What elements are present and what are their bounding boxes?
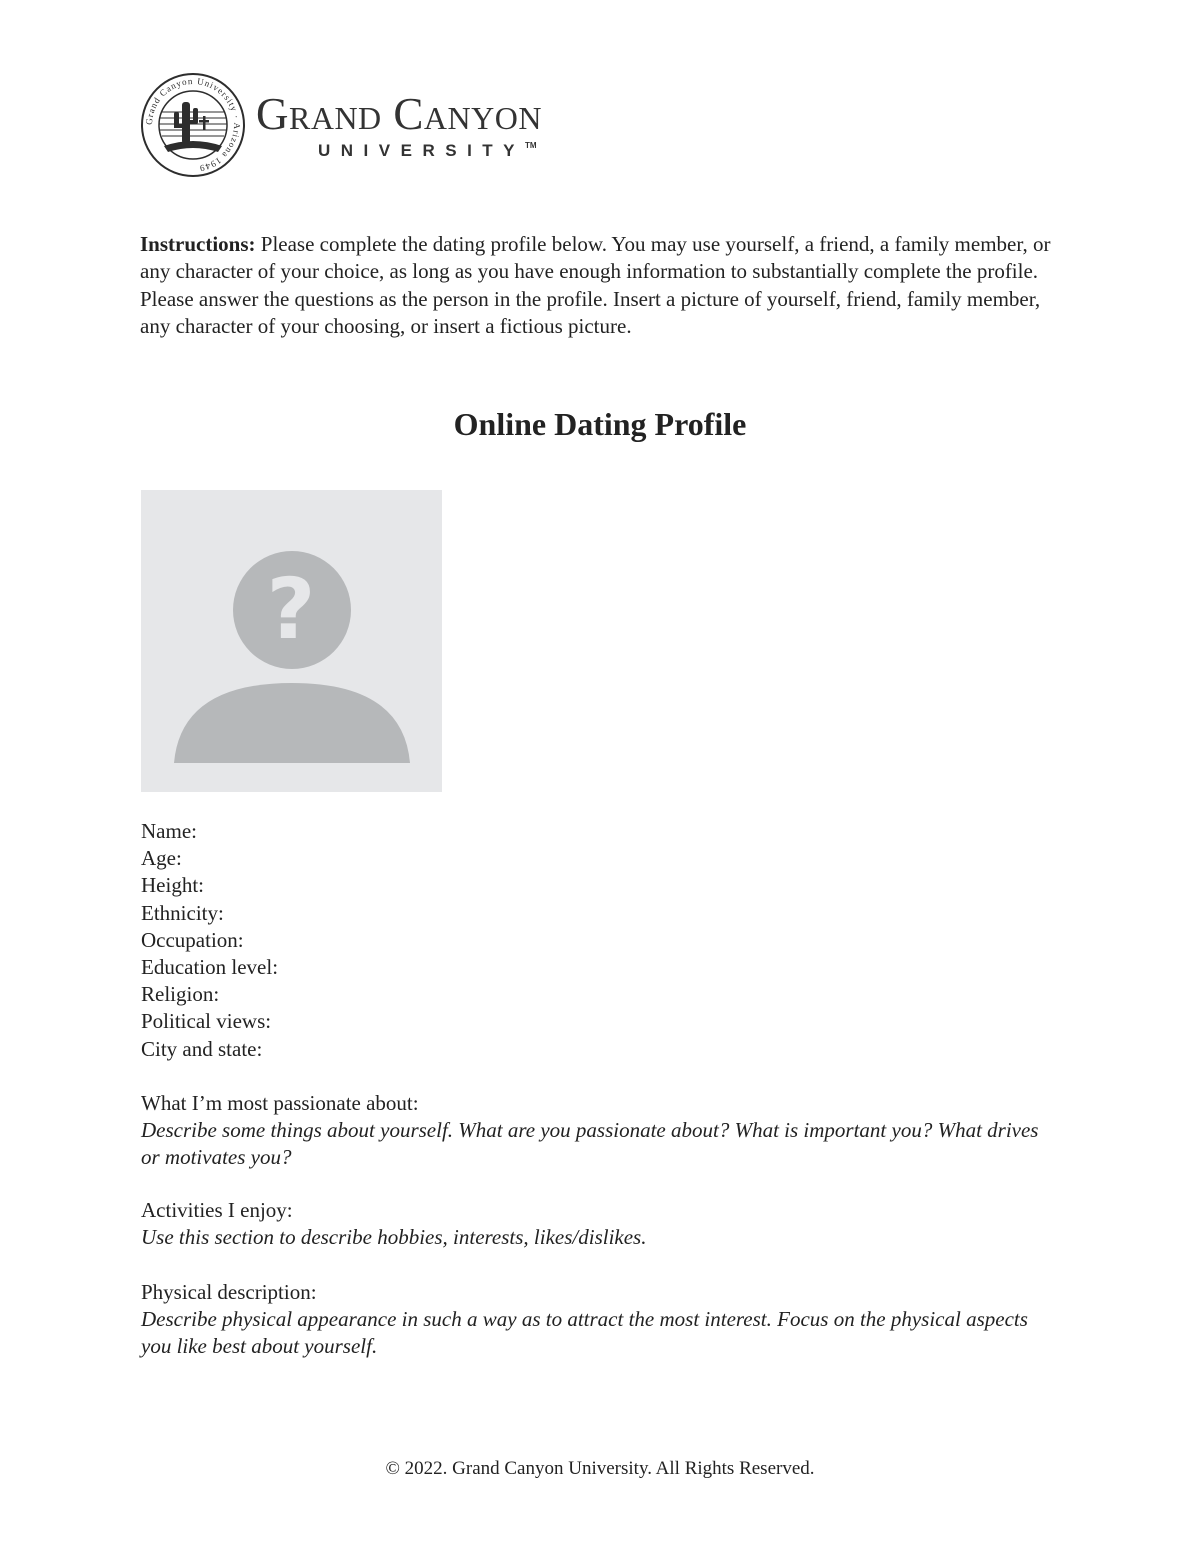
university-seal-icon (140, 72, 246, 178)
page-title: Online Dating Profile (453, 406, 747, 442)
logo-wordmark-main: Grand Canyon (256, 89, 542, 139)
section-physical-prompt: Describe physical appearance in such a way as to attract the most interest. Focus on the physical aspects you like best about yourself. (141, 1307, 1028, 1359)
field-age: Age: (141, 846, 182, 871)
section-activities (141, 1197, 1061, 1251)
field-name: Name: (141, 819, 197, 843)
section-activities-heading: Activities I enjoy: (141, 1198, 293, 1222)
field-education-level: Education level: (141, 955, 279, 980)
copyright-footer: © 2022. Grand Canyon University. All Rights Reserved. (385, 1458, 815, 1479)
field-height: Height: (141, 873, 204, 898)
field-city-and-state: City and state: (141, 1036, 263, 1061)
logo-wordmark-sub: UNIVERSITY™ (318, 141, 537, 160)
instructions-paragraph (140, 231, 1065, 340)
section-passion (141, 1090, 1061, 1172)
section-physical (141, 1279, 1061, 1361)
section-physical-heading: Physical description: (141, 1280, 317, 1304)
trademark-mark: TM (525, 141, 537, 150)
instructions-label: Instructions: (140, 232, 256, 256)
field-political-views: Political views: (141, 1009, 272, 1034)
section-activities-prompt: Use this section to describe hobbies, interests, likes/dislikes. (141, 1225, 647, 1250)
field-religion: Religion: (141, 982, 220, 1007)
svg-text:Grand Canyon University · Ariz: Grand Canyon University · Arizona 1949 (143, 75, 243, 174)
section-passion-prompt: Describe some things about yourself. What are you passionate about? What is important you? What drives or motivates you? (141, 1118, 1039, 1170)
field-occupation: Occupation: (141, 927, 244, 952)
university-logo (140, 72, 542, 178)
unknown-person-icon (141, 490, 442, 792)
instructions-text: Please complete the dating profile below. You may use yourself, a friend, a family member, or any character of your choice, as long as you have enough information to substantially complete the profile. Please answer the questions as the person in the profile. Insert a picture of yourself, friend, family member, any character of your choosing, or insert a fictious picture. (140, 232, 1051, 338)
section-passion-heading: What I’m most passionate about: (141, 1091, 419, 1115)
profile-photo-placeholder (141, 490, 442, 792)
question-mark-symbol: ? (266, 560, 316, 658)
profile-fields-list (141, 818, 278, 1063)
field-ethnicity: Ethnicity: (141, 900, 224, 925)
